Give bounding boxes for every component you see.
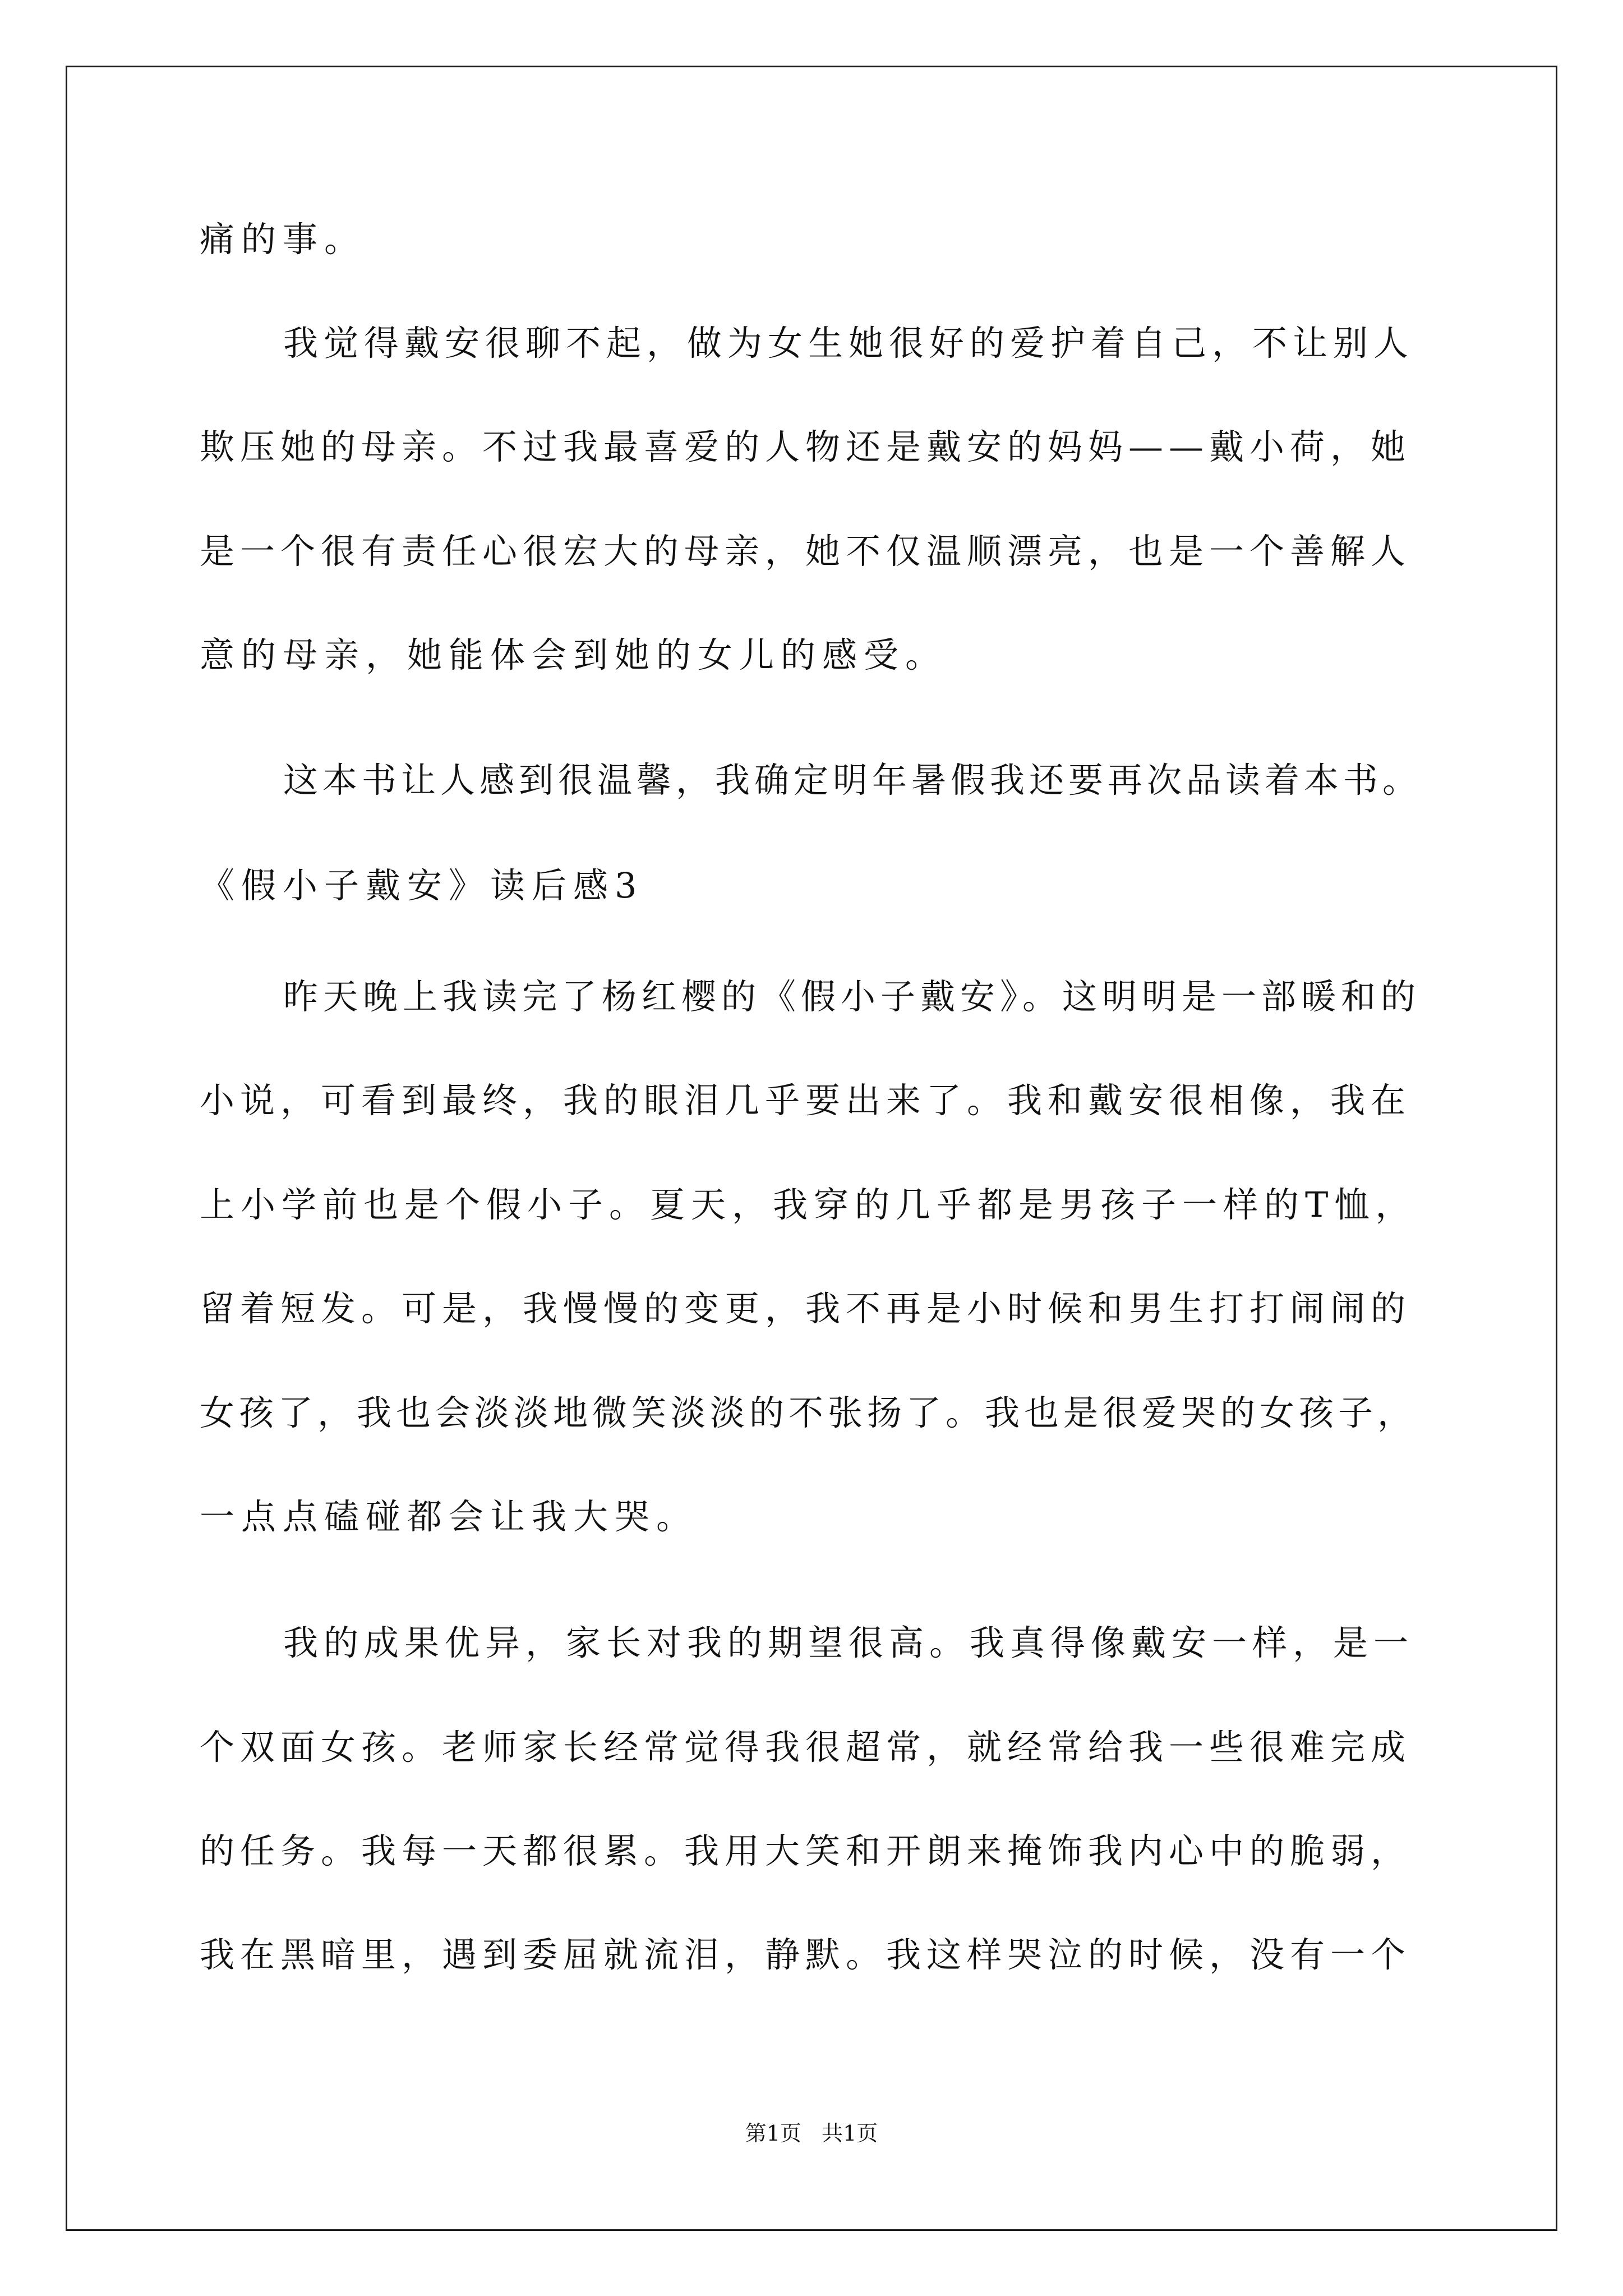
text-line-14: 我的成果优异，家长对我的期望很高。我真得像戴安一样，是一 — [283, 1622, 1414, 1663]
text-line-6: 这本书让人感到很温馨，我确定明年暑假我还要再次品读着本书。 — [283, 760, 1422, 800]
text-line-5: 意的母亲，她能体会到她的女儿的感受。 — [200, 634, 947, 675]
text-line-3: 欺压她的母亲。不过我最喜爱的人物还是戴安的妈妈——戴小荷，她 — [200, 426, 1412, 467]
text-line-17: 我在黑暗里，遇到委屈就流泪，静默。我这样哭泣的时候，没有一个 — [200, 1934, 1412, 1975]
text-line-1: 痛的事。 — [200, 219, 366, 260]
text-line-16: 的任务。我每一天都很累。我用大笑和开朗来掩饰我内心中的脆弱， — [200, 1830, 1412, 1871]
text-line-4: 是一个很有责任心很宏大的母亲，她不仅温顺漂亮，也是一个善解人 — [200, 531, 1412, 572]
text-line-13: 一点点磕碰都会让我大哭。 — [200, 1496, 698, 1537]
text-line-10: 上小学前也是个假小子。夏天，我穿的几乎都是男孩子一样的T恤， — [200, 1184, 1417, 1225]
text-line-8: 昨天晚上我读完了杨红樱的《假小子戴安》。这明明是一部暖和的 — [283, 976, 1421, 1017]
text-line-15: 个双面女孩。老师家长经常觉得我很超常，就经常给我一些很难完成 — [200, 1727, 1412, 1768]
page-footer: 第1页 共1页 — [745, 2121, 878, 2146]
text-line-2: 我觉得戴安很聊不起，做为女生她很好的爱护着自己，不让别人 — [283, 323, 1414, 364]
page-border — [66, 66, 1557, 2231]
section-heading: 《假小子戴安》读后感3 — [200, 865, 644, 906]
text-line-12: 女孩了，我也会淡淡地微笑淡淡的不张扬了。我也是很爱哭的女孩子， — [200, 1392, 1417, 1433]
text-line-9: 小说，可看到最终，我的眼泪几乎要出来了。我和戴安很相像，我在 — [200, 1080, 1412, 1121]
text-line-11: 留着短发。可是，我慢慢的变更，我不再是小时候和男生打打闹闹的 — [200, 1288, 1412, 1329]
